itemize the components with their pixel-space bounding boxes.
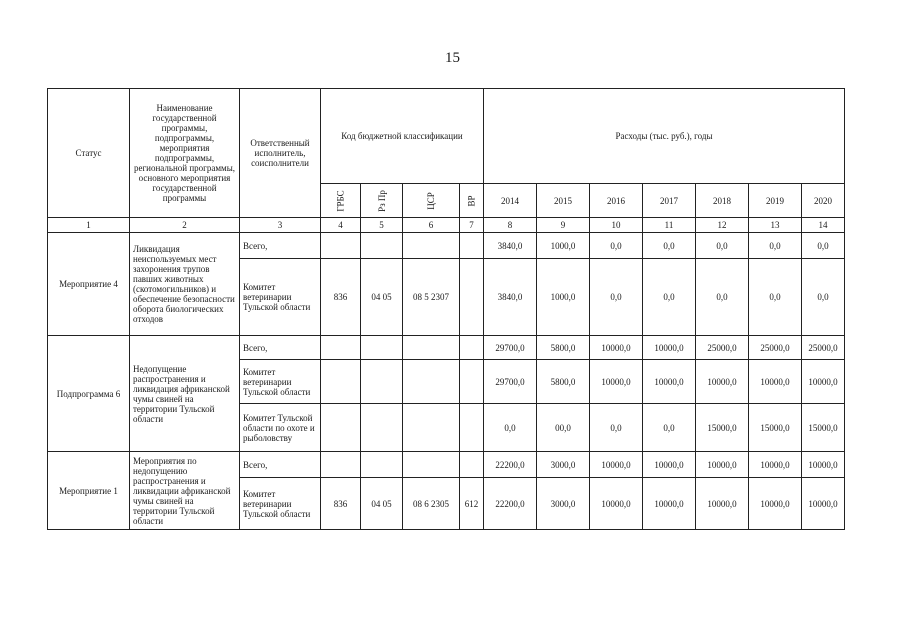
- row-value: 25000,0: [696, 336, 749, 360]
- column-number: 10: [590, 218, 643, 233]
- header-row: [48, 89, 845, 184]
- header-rzpr: Рз Пр: [361, 184, 403, 218]
- row-csr: 08 5 2307: [403, 259, 460, 336]
- table-row: [48, 336, 845, 360]
- row-value: 1000,0: [537, 259, 590, 336]
- row-value: 0,0: [590, 404, 643, 452]
- row-value: 10000,0: [643, 336, 696, 360]
- header-year: 2016: [590, 184, 643, 218]
- column-number: 5: [361, 218, 403, 233]
- row-value: 25000,0: [802, 336, 845, 360]
- row-status: Подпрограмма 6: [48, 336, 130, 452]
- row-vr: 612: [460, 478, 484, 530]
- row-value: 10000,0: [696, 478, 749, 530]
- row-responsible: Всего,: [240, 452, 321, 478]
- row-value: 5800,0: [537, 336, 590, 360]
- row-vr: [460, 360, 484, 404]
- row-value: 10000,0: [802, 360, 845, 404]
- header-year: 2018: [696, 184, 749, 218]
- header-year: 2014: [484, 184, 537, 218]
- row-grbs: [321, 404, 361, 452]
- row-value: 10000,0: [749, 452, 802, 478]
- row-value: 0,0: [802, 259, 845, 336]
- row-rzpr: [361, 360, 403, 404]
- row-value: 10000,0: [643, 360, 696, 404]
- row-value: 10000,0: [643, 452, 696, 478]
- row-grbs: 836: [321, 259, 361, 336]
- row-vr: [460, 233, 484, 259]
- header-budget-code: Код бюджетной классификации: [321, 89, 484, 184]
- row-value: 1000,0: [537, 233, 590, 259]
- row-rzpr: [361, 404, 403, 452]
- column-number: 1: [48, 218, 130, 233]
- row-value: 10000,0: [590, 478, 643, 530]
- row-responsible: Комитет ветеринарии Тульской области: [240, 478, 321, 530]
- row-value: 0,0: [802, 233, 845, 259]
- column-number-row: [48, 218, 845, 233]
- row-rzpr: [361, 233, 403, 259]
- row-value: 10000,0: [802, 478, 845, 530]
- row-value: 10000,0: [696, 360, 749, 404]
- row-value: 10000,0: [749, 360, 802, 404]
- row-responsible: Всего,: [240, 233, 321, 259]
- row-grbs: [321, 360, 361, 404]
- row-value: 10000,0: [802, 452, 845, 478]
- header-grbs: ГРБС: [321, 184, 361, 218]
- row-rzpr: 04 05: [361, 478, 403, 530]
- row-csr: 08 6 2305: [403, 478, 460, 530]
- row-grbs: [321, 336, 361, 360]
- row-value: 0,0: [749, 259, 802, 336]
- header-expenses: Расходы (тыс. руб.), годы: [484, 89, 845, 184]
- row-value: 3840,0: [484, 259, 537, 336]
- row-value: 22200,0: [484, 452, 537, 478]
- header-name: Наименование государственной программы, подпрограммы, мероприятия подпрограммы, региональной программы, основного мероприятия государственной программы: [130, 89, 240, 218]
- row-value: 0,0: [749, 233, 802, 259]
- column-number: 14: [802, 218, 845, 233]
- row-value: 0,0: [696, 259, 749, 336]
- row-value: 25000,0: [749, 336, 802, 360]
- row-vr: [460, 404, 484, 452]
- header-vr: ВР: [460, 184, 484, 218]
- header-csr: ЦСР: [403, 184, 460, 218]
- row-value: 10000,0: [590, 336, 643, 360]
- row-value: 00,0: [537, 404, 590, 452]
- row-value: 0,0: [643, 259, 696, 336]
- row-rzpr: [361, 452, 403, 478]
- row-csr: [403, 452, 460, 478]
- row-value: 3000,0: [537, 452, 590, 478]
- header-status: Статус: [48, 89, 130, 218]
- table-row: [48, 452, 845, 478]
- column-number: 12: [696, 218, 749, 233]
- row-value: 22200,0: [484, 478, 537, 530]
- row-csr: [403, 360, 460, 404]
- row-vr: [460, 336, 484, 360]
- row-grbs: [321, 233, 361, 259]
- row-responsible: Комитет Тульской области по охоте и рыболовству: [240, 404, 321, 452]
- page-number: 15: [445, 50, 460, 66]
- column-number: 13: [749, 218, 802, 233]
- row-value: 3840,0: [484, 233, 537, 259]
- row-status: Мероприятие 1: [48, 452, 130, 530]
- row-value: 0,0: [484, 404, 537, 452]
- row-value: 29700,0: [484, 360, 537, 404]
- column-number: 6: [403, 218, 460, 233]
- row-rzpr: [361, 336, 403, 360]
- column-number: 3: [240, 218, 321, 233]
- row-value: 0,0: [590, 233, 643, 259]
- header-year: 2017: [643, 184, 696, 218]
- row-value: 10000,0: [590, 360, 643, 404]
- row-grbs: 836: [321, 478, 361, 530]
- header-year: 2019: [749, 184, 802, 218]
- header-year: 2020: [802, 184, 845, 218]
- row-value: 15000,0: [749, 404, 802, 452]
- column-number: 9: [537, 218, 590, 233]
- row-name: Ликвидация неиспользуемых мест захоронения трупов павших животных (скотомогильников) и обеспечение безопасности оборота биологических отходов: [130, 233, 240, 336]
- row-value: 0,0: [643, 404, 696, 452]
- row-vr: [460, 452, 484, 478]
- column-number: 2: [130, 218, 240, 233]
- row-name: Мероприятия по недопущению распространения и ликвидации африканской чумы свиней на территории Тульской области: [130, 452, 240, 530]
- header-year: 2015: [537, 184, 590, 218]
- row-responsible: Всего,: [240, 336, 321, 360]
- column-number: 7: [460, 218, 484, 233]
- table-row: [48, 233, 845, 259]
- header-responsible: Ответственный исполнитель, соисполнители: [240, 89, 321, 218]
- row-vr: [460, 259, 484, 336]
- row-value: 0,0: [696, 233, 749, 259]
- row-value: 0,0: [643, 233, 696, 259]
- row-grbs: [321, 452, 361, 478]
- budget-table: [47, 88, 845, 530]
- row-value: 5800,0: [537, 360, 590, 404]
- row-value: 15000,0: [802, 404, 845, 452]
- row-csr: [403, 233, 460, 259]
- row-value: 10000,0: [590, 452, 643, 478]
- row-csr: [403, 336, 460, 360]
- row-name: Недопущение распространения и ликвидация африканской чумы свиней на территории Тульской области: [130, 336, 240, 452]
- row-value: 10000,0: [643, 478, 696, 530]
- row-value: 15000,0: [696, 404, 749, 452]
- column-number: 4: [321, 218, 361, 233]
- row-csr: [403, 404, 460, 452]
- row-value: 3000,0: [537, 478, 590, 530]
- row-responsible: Комитет ветеринарии Тульской области: [240, 259, 321, 336]
- row-value: 10000,0: [749, 478, 802, 530]
- row-value: 0,0: [590, 259, 643, 336]
- row-value: 10000,0: [696, 452, 749, 478]
- row-status: Мероприятие 4: [48, 233, 130, 336]
- column-number: 8: [484, 218, 537, 233]
- row-responsible: Комитет ветеринарии Тульской области: [240, 360, 321, 404]
- row-value: 29700,0: [484, 336, 537, 360]
- column-number: 11: [643, 218, 696, 233]
- row-rzpr: 04 05: [361, 259, 403, 336]
